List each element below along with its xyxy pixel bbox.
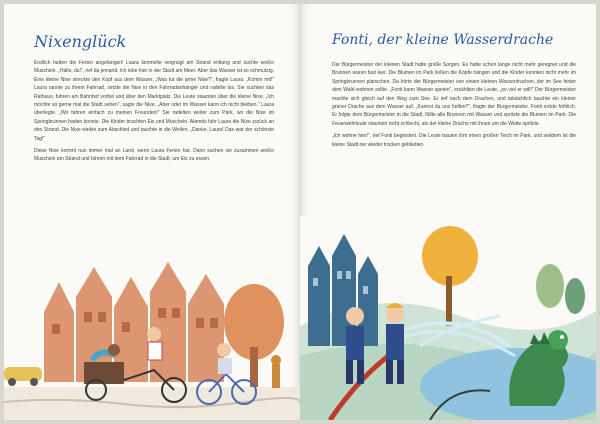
- story-text: [332, 61, 576, 211]
- right-page: [300, 4, 596, 420]
- illustration-water-dragon: [300, 216, 596, 420]
- paragraph: Diese Nixe kommt nun immer mal an Land, wenn Laura Ferien hat. Dann suchen sie zusammen weiße Muscheln am Strand und fahren mit dem Fahrrad in die Stadt, um Eis zu essen.: [34, 148, 274, 163]
- story-text: [34, 59, 274, 254]
- book-spread: [4, 4, 596, 420]
- illustration-nixe-bike: [4, 252, 300, 420]
- paragraph: „Ich wohne hier!“, rief Fonti begeistert. Die Leute bauten ihm einen großen Teich im Park, und seitdem ist die kleine Stadt nie wieder trocken geblieben.: [332, 133, 576, 148]
- story-title: Nixenglück: [34, 32, 127, 51]
- paragraph: Der Bürgermeister der kleinen Stadt hatte große Sorgen. Es hatte schon lange nicht mehr geregnet und die Brunnen waren fast leer. Die Blumen im Park ließen die Köpfe hängen und die Kinder konnten nicht mehr im Springbrunnen planschen. Da hörte der Bürgermeister von einem kleinen Wasserdrachen, der im See hinter dem Wald wohnen sollte. „Fonti kann Wasser speien“, erzählten die Leute, „so viel er will!“ Der Bürgermeister machte sich gleich auf den Weg zum See. Er rief nach dem Drachen, und tatsächlich tauchte ein kleiner grüner Drache aus dem Wasser auf. „Kannst du uns helfen?“, fragte der Bürgermeister. Fonti nickte fröhlich. Er folgte dem Bürgermeister in die Stadt, füllte alle Brunnen mit Wasser und spritzte die Blumen im Park. Die Feuerwehrleute staunten nicht schlecht, als der kleine Drache mit ihnen um die Wette spritzte.: [332, 62, 576, 127]
- paragraph: Endlich hatten die Ferien angefangen! Laura lümmelte vergnügt am Strand entlang und suchte weiße Muscheln. „Hallo, du!“, rief da jemand. Ich lebe hier in der Stadt am Meer. Aber das Wasser ist so schmutzig. Eine kleine Nixe streckte den Kopf aus dem Wasser. „Was tut die arme Nixe?“, fragte Laura. „Komm mit!“ Laura rannte zu ihrem Fahrrad, setzte die Nixe in den Fahrradanhänger und radelte los. Sie suchten das Rathaus, fuhren am Bahnhof vorbei und über den Marktplatz. Die Leute staunten über die kleine Nixe. „Ich möchte so gerne mal die Stadt sehen“, sagte die Nixe. „Aber oder im Wasser kann ich nicht bleiben.“ Laura überlegte. „Wir fahren einfach zu meinen Freunden!“ Sie radelten weiter zum Park, wo die Nixe im Springbrunnen baden konnte. Die Kinder brachten Eis und Muscheln. Abends fuhr Laura die Nixe zurück an den Strand. Die Nixe winkte zum Abschied und tauchte in die Wellen. „Danke, Laura! Das war der schönste Tag!“: [34, 60, 274, 142]
- story-title: Fonti, der kleine Wasserdrache: [332, 32, 554, 48]
- left-page: [4, 4, 300, 420]
